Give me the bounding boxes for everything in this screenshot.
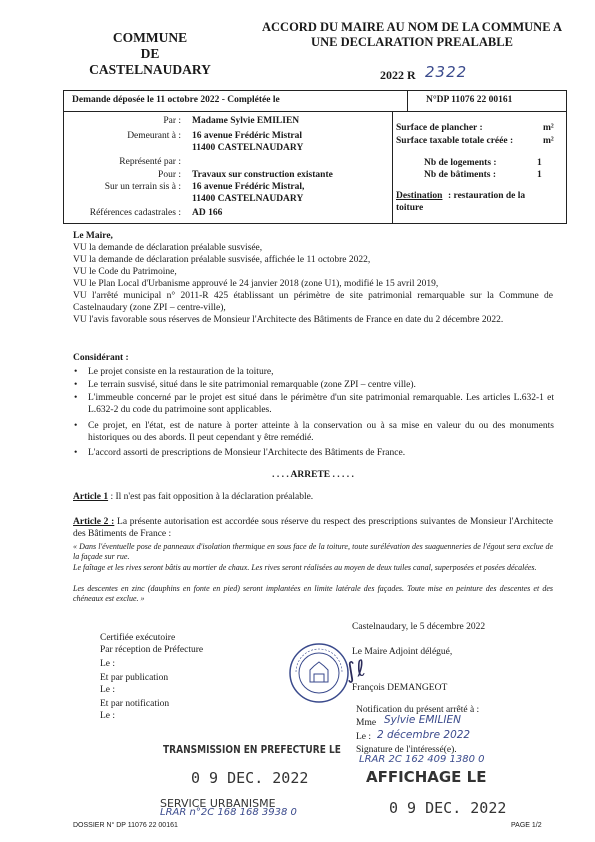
considerant-text-3: L'immeuble concerné par le projet est situé dans le périmètre d'un site patrimonial remarquable. Les articles L.632-1 et L.632-2 du code du patrimoine sont applicables. bbox=[88, 393, 554, 415]
et-par-publication: Et par publication bbox=[100, 673, 169, 683]
affichage-date-stamp: 0 9 DEC. 2022 bbox=[389, 799, 507, 817]
transmission-stamp: TRANSMISSION EN PREFECTURE LE bbox=[163, 743, 341, 756]
label-represente: Représenté par : bbox=[119, 157, 181, 167]
vu-1: VU la demande de déclaration préalable susvisée, bbox=[73, 243, 263, 253]
vu-6: VU l'avis favorable sous réserves de Monsieur l'Architecte des Bâtiments de France en date du 2 décembre 2022. bbox=[73, 315, 504, 325]
vu-5: VU l'arrêté municipal n° 2011-R 425 établissant un périmètre de site patrimonial remarquable sur la Commune de Castelnaudary (zone ZPI – centre-ville), bbox=[73, 291, 553, 313]
considerant-item: • Le terrain susvisé, situé dans le site patrimonial remarquable (zone ZPI – centre ville). bbox=[74, 380, 416, 390]
label-nb-logements: Nb de logements : bbox=[424, 158, 497, 168]
considerant-item: • L'immeuble concerné par le projet est situé dans le périmètre d'un site patrimonial remarquable. Les articles L.632-1 et L.632-2 du code du patrimoine sont applicables. bbox=[74, 393, 554, 415]
label-surface-taxable: Surface taxable totale créée : bbox=[396, 136, 514, 146]
affichage-stamp: AFFICHAGE LE bbox=[366, 768, 487, 786]
prescription-2: Le faîtage et les rives seront bâtis au mortier de chaux. Les rives seront réalisées au moyen de deux tuiles canal, superposées et posées décalées. bbox=[73, 563, 537, 572]
value-references: AD 166 bbox=[192, 208, 223, 218]
article-1 bbox=[73, 491, 553, 503]
notification-name-label: Mme bbox=[356, 718, 377, 728]
considerant: Considérant : bbox=[73, 353, 129, 363]
signatory-name: François DEMANGEOT bbox=[352, 683, 448, 693]
considerant-text-2: Le terrain susvisé, situé dans le site patrimonial remarquable (zone ZPI – centre ville). bbox=[88, 380, 416, 390]
dossier-number: N°DP 11076 22 00161 bbox=[426, 95, 513, 105]
signature-interesse: Signature de l'intéressé(e). bbox=[356, 745, 457, 755]
notification-date-label: Le : bbox=[356, 732, 372, 742]
article-1-label: Article 1 bbox=[73, 492, 109, 502]
signing-date: Castelnaudary, le 5 décembre 2022 bbox=[352, 622, 486, 632]
value-nb-logements: 1 bbox=[537, 158, 542, 168]
certifiee-executoire: Certifiée exécutoire bbox=[100, 633, 176, 643]
commune-line-2: DE bbox=[140, 46, 160, 61]
le-reception: Le : bbox=[100, 659, 116, 669]
value-terrain-2: 11400 CASTELNAUDARY bbox=[192, 194, 304, 204]
service-urbanisme-stamp: SERVICE URBANISME bbox=[160, 797, 276, 810]
document-title-line-1: ACCORD DU MAIRE AU NOM DE LA COMMUNE A bbox=[262, 20, 562, 34]
label-surface-plancher: Surface de plancher : bbox=[396, 123, 483, 133]
label-nb-batiments: Nb de bâtiments : bbox=[424, 170, 497, 180]
le-notification: Le : bbox=[100, 711, 116, 721]
article-2-label: Article 2 : bbox=[73, 517, 115, 527]
prescription-3: Les descentes en zinc (dauphins en fonte en pied) seront implantées en limite latérale des façades. Toute mise en peinture des descentes et des chéneaux est exclue. » bbox=[73, 584, 553, 603]
considerant-text-4: Ce projet, en l'état, est de nature à porter atteinte à la conservation ou à sa mise en valeur du ou des monuments historiques ou des abords. Il peut cependant y être remédié. bbox=[88, 421, 554, 443]
value-destination: : restauration de la bbox=[448, 191, 526, 201]
article-1-text: : Il n'est pas fait opposition à la déclaration préalable. bbox=[110, 492, 314, 502]
label-destination: Destination bbox=[396, 191, 443, 201]
value-nb-batiments: 1 bbox=[537, 170, 542, 180]
vu-2: VU la demande de déclaration préalable susvisée, affichée le 11 octobre 2022, bbox=[73, 255, 371, 265]
document-title-line-2: UNE DECLARATION PREALABLE bbox=[311, 35, 513, 49]
arrete-number-handwritten: 2322 bbox=[425, 63, 468, 81]
le-publication: Le : bbox=[100, 685, 116, 695]
considerant-text-1: Le projet consiste en la restauration de la toiture, bbox=[88, 367, 274, 377]
article-2 bbox=[73, 516, 553, 540]
value-terrain-1: 16 avenue Frédéric Mistral, bbox=[192, 182, 305, 192]
considerant-item: • L'accord assorti de prescriptions de Monsieur l'Architecte des Bâtiments de France. bbox=[74, 448, 406, 458]
vu-3: VU le Code du Patrimoine, bbox=[73, 267, 177, 277]
arrete-number-label: 2022 R bbox=[380, 68, 416, 82]
article-2-text: La présente autorisation est accordée sous réserve du respect des prescriptions suivantes de Monsieur l'Architecte des Bâtiments de France : bbox=[73, 517, 554, 539]
notification-name-handwritten: Sylvie EMILIEN bbox=[384, 714, 461, 726]
le-maire: Le Maire, bbox=[73, 231, 113, 241]
prescription-1: « Dans l'éventuelle pose de panneaux d'isolation thermique en sous face de la toiture, toute surélévation des suaguenneries de l'égout sera exclue de la façade sur rue. bbox=[73, 542, 553, 561]
official-seal bbox=[288, 642, 350, 704]
notification-date-handwritten: 2 décembre 2022 bbox=[377, 729, 471, 741]
commune-name bbox=[70, 30, 230, 78]
value-destination-2: toiture bbox=[396, 203, 424, 213]
reception-prefecture: Par réception de Préfecture bbox=[100, 645, 204, 655]
value-pour: Travaux sur construction existante bbox=[192, 170, 333, 180]
value-par: Madame Sylvie EMILIEN bbox=[192, 116, 300, 126]
lrar-handwritten: LRAR 2C 162 409 1380 0 bbox=[359, 754, 485, 765]
footer-page: PAGE 1/2 bbox=[511, 822, 542, 829]
notification-title: Notification du présent arrêté à : bbox=[356, 705, 480, 715]
maire-adjoint: Le Maire Adjoint délégué, bbox=[352, 647, 453, 657]
considerant-item: • Ce projet, en l'état, est de nature à porter atteinte à la conservation ou à sa mise en valeur du ou des monuments historiques ou des abords. Il peut cependant y être remédié. bbox=[74, 421, 554, 443]
label-par: Par : bbox=[163, 116, 181, 126]
unit-surface-plancher: m² bbox=[543, 123, 554, 133]
lrar-handwritten-2: LRAR n°2C 168 168 3938 0 bbox=[160, 807, 297, 818]
document-title bbox=[262, 20, 562, 50]
label-terrain: Sur un terrain sis à : bbox=[104, 182, 181, 192]
demande-date: Demande déposée le 11 octobre 2022 - Complétée le bbox=[72, 95, 280, 105]
et-par-notification: Et par notification bbox=[100, 699, 170, 709]
label-pour: Pour : bbox=[158, 170, 181, 180]
considerant-item: • Le projet consiste en la restauration de la toiture, bbox=[74, 367, 274, 377]
signature-scribble: ∫ℓ bbox=[342, 656, 368, 685]
considerant-text-5: L'accord assorti de prescriptions de Monsieur l'Architecte des Bâtiments de France. bbox=[88, 448, 406, 458]
value-demeurant-1: 16 avenue Frédéric Mistral bbox=[192, 131, 303, 141]
commune-line-1: COMMUNE bbox=[112, 30, 188, 45]
unit-surface-taxable: m² bbox=[543, 136, 554, 146]
value-demeurant-2: 11400 CASTELNAUDARY bbox=[192, 143, 304, 153]
arrete-heading: . . . . ARRETE . . . . . bbox=[272, 470, 354, 480]
label-references: Références cadastrales : bbox=[89, 208, 181, 218]
label-demeurant: Demeurant à : bbox=[127, 131, 181, 141]
vu-4: VU le Plan Local d'Urbanisme approuvé le 24 janvier 2018 (zone U1), modifié le 15 avril 2019, bbox=[73, 279, 439, 289]
footer-dossier: DOSSIER N° DP 11076 22 00161 bbox=[73, 822, 178, 829]
commune-line-3: CASTELNAUDARY bbox=[89, 62, 211, 77]
transmission-date-stamp: 0 9 DEC. 2022 bbox=[191, 769, 309, 787]
